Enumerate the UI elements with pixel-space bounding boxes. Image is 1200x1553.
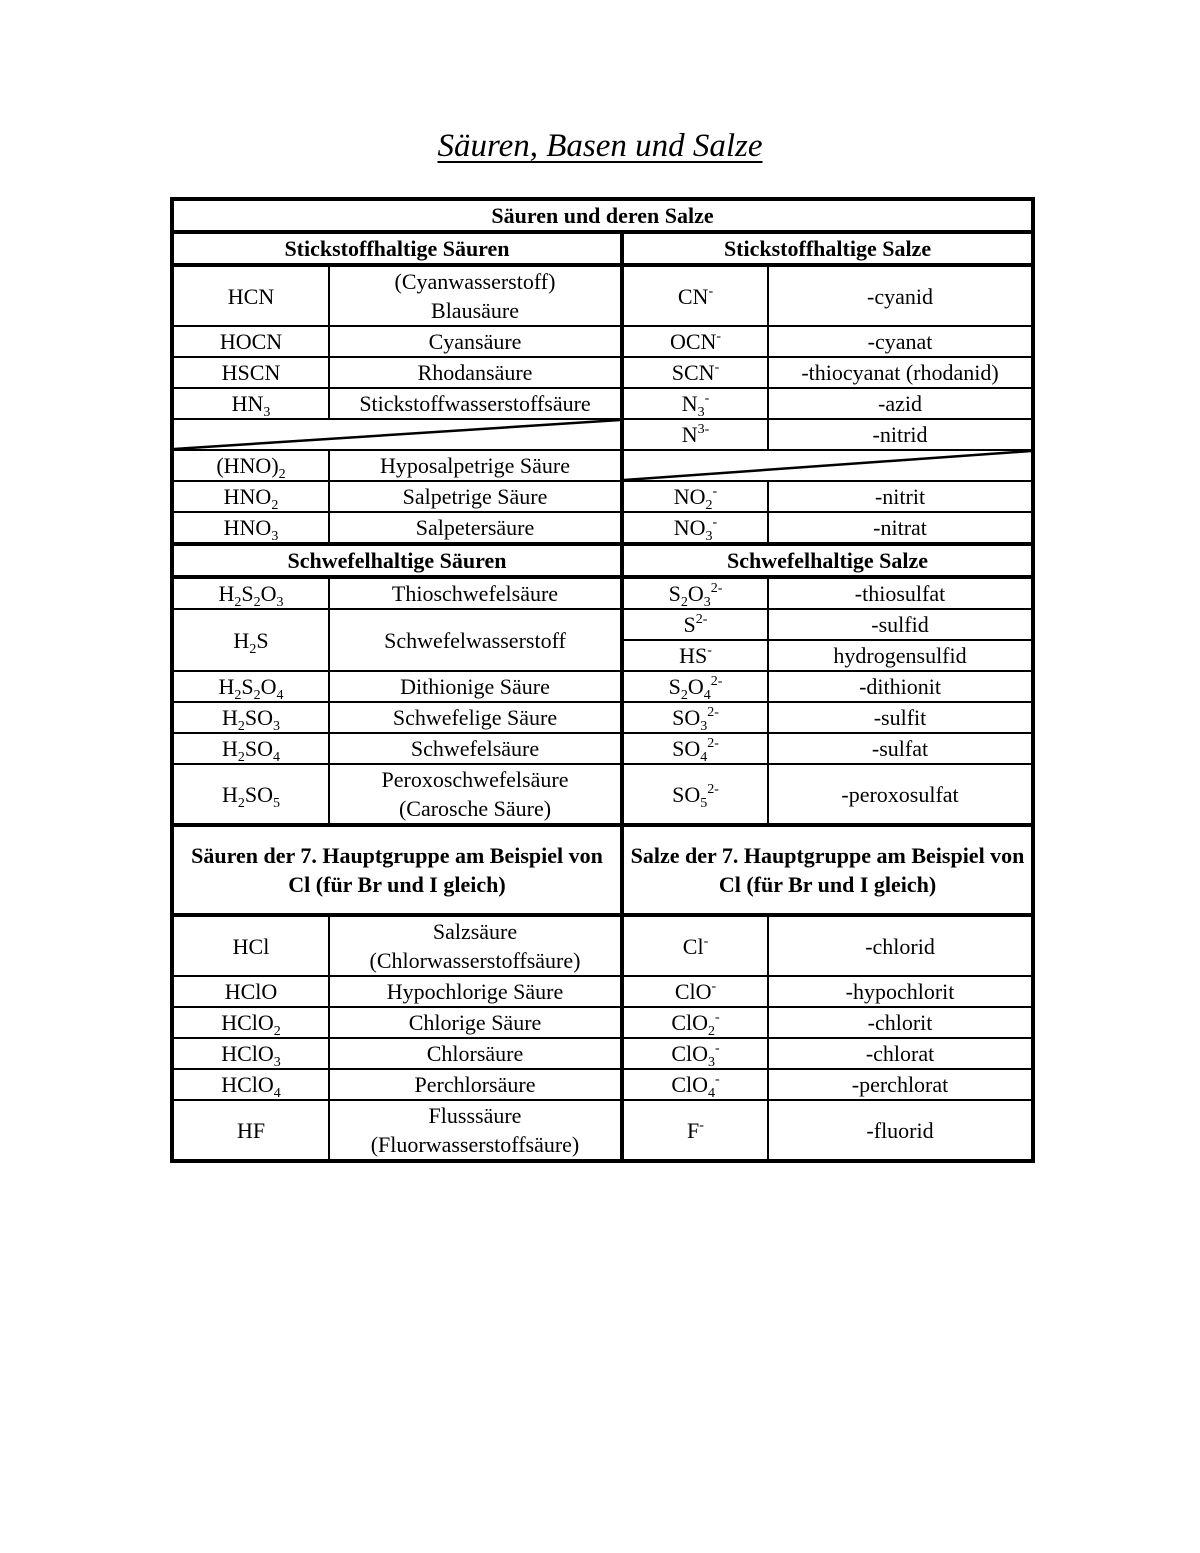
ion-formula: OCN- [622,326,768,357]
sulfur-salts-header: Schwefelhaltige Salze [622,544,1033,577]
salt-suffix: -sulfid [768,609,1033,640]
salt-suffix: -cyanat [768,326,1033,357]
table-row [172,764,1033,825]
salt-suffix: -peroxosulfat [768,764,1033,825]
halogen-acids-header: Säuren der 7. Hauptgruppe am Beispiel von Cl (für Br und I gleich) [172,825,622,915]
acid-formula: HClO$_3$ [172,1038,329,1069]
nitrogen-salts-header: Stickstoffhaltige Salze [622,232,1033,265]
acid-name: Thioschwefelsäure [329,577,622,609]
acid-name: Chlorsäure [329,1038,622,1069]
acid-name: Schwefelige Säure [329,702,622,733]
acid-formula: HCN [172,265,329,326]
table-row [172,419,1033,450]
table-row [172,1038,1033,1069]
table-row [172,512,1033,544]
table-row [172,388,1033,419]
salt-suffix: hydrogensulfid [768,640,1033,671]
table-row [172,976,1033,1007]
table-row [172,577,1033,609]
ion-formula: ClO- [622,976,768,1007]
acid-formula: $H_2S_2O_3$ [172,577,329,609]
acid-name: Chlorige Säure [329,1007,622,1038]
ion-formula: HS- [622,640,768,671]
salt-suffix: -chlorid [768,915,1033,976]
salt-suffix: -cyanid [768,265,1033,326]
acid-name: Stickstoffwasserstoffsäure [329,388,622,419]
table-row [172,733,1033,764]
table-main-header: Säuren und deren Salze [172,199,1033,232]
ion-formula: ClO$_4$- [622,1069,768,1100]
salt-suffix: -thiocyanat (rhodanid) [768,357,1033,388]
acid-name: Cyansäure [329,326,622,357]
acid-name: Salpetersäure [329,512,622,544]
salt-suffix: -sulfit [768,702,1033,733]
ion-formula: Cl- [622,915,768,976]
ion-formula: $S_2O_3^{2-}$ [622,577,768,609]
acids-salts-table [170,197,1035,1163]
acid-name: Salpetrige Säure [329,481,622,512]
salt-suffix: -thiosulfat [768,577,1033,609]
salt-suffix: -hypochlorit [768,976,1033,1007]
diagonal-strike [624,451,1031,480]
ion-formula: SCN- [622,357,768,388]
acid-formula: HF [172,1100,329,1161]
salt-suffix: -perchlorat [768,1069,1033,1100]
table-row [172,1069,1033,1100]
acid-formula: $HNO_2$ [172,481,329,512]
ion-formula: CN- [622,265,768,326]
sulfur-acids-header: Schwefelhaltige Säuren [172,544,622,577]
acid-name: (Cyanwasserstoff) Blausäure [329,265,622,326]
salt-suffix: -fluorid [768,1100,1033,1161]
acid-formula: HOCN [172,326,329,357]
acid-formula: HCl [172,915,329,976]
salt-suffix: -chlorat [768,1038,1033,1069]
empty-salt-cell [622,450,1033,481]
salt-suffix: -sulfat [768,733,1033,764]
table-row [172,265,1033,326]
ion-formula: $SO_4^{2-}$ [622,733,768,764]
salt-suffix: -chlorit [768,1007,1033,1038]
acid-name: Dithionige Säure [329,671,622,702]
ion-formula: F- [622,1100,768,1161]
table-row [172,357,1033,388]
table-row [172,481,1033,512]
table-row [172,450,1033,481]
salt-suffix: -azid [768,388,1033,419]
salt-suffix: -dithionit [768,671,1033,702]
ion-formula: $NO_2^-$ [622,481,768,512]
acid-name: Schwefelsäure [329,733,622,764]
acid-formula: $H_2S$ [172,609,329,671]
acid-formula: $H_2SO_4$ [172,733,329,764]
ion-formula: $S_2O_4^{2-}$ [622,671,768,702]
salt-suffix: -nitrat [768,512,1033,544]
diagonal-strike [174,420,620,449]
acid-name: Flusssäure (Fluorwasserstoffsäure) [329,1100,622,1161]
ion-formula: ClO$_3$- [622,1038,768,1069]
table-row [172,609,1033,640]
table-row [172,671,1033,702]
table-row [172,702,1033,733]
page-title: Säuren, Basen und Salze [437,128,763,164]
acid-name: Salzsäure (Chlorwasserstoffsäure) [329,915,622,976]
acid-formula: $H_2S_2O_4$ [172,671,329,702]
acid-name: Rhodansäure [329,357,622,388]
table-row [172,1100,1033,1161]
salt-suffix: -nitrid [768,419,1033,450]
acid-formula: HClO [172,976,329,1007]
acid-name: Peroxoschwefelsäure (Carosche Säure) [329,764,622,825]
ion-formula: $SO_3^{2-}$ [622,702,768,733]
table-row [172,326,1033,357]
acid-formula: $HN_3$ [172,388,329,419]
salt-suffix: -nitrit [768,481,1033,512]
nitrogen-acids-header: Stickstoffhaltige Säuren [172,232,622,265]
ion-formula: $N^{3-}$ [622,419,768,450]
table-row [172,1007,1033,1038]
acid-name: Hyposalpetrige Säure [329,450,622,481]
acid-formula: HClO$_4$ [172,1069,329,1100]
ion-formula: $N_3^-$ [622,388,768,419]
acid-formula: $H_2SO_3$ [172,702,329,733]
ion-formula: ClO$_2$- [622,1007,768,1038]
ion-formula: $S^{2-}$ [622,609,768,640]
acid-formula: $H_2SO_5$ [172,764,329,825]
acid-name: Perchlorsäure [329,1069,622,1100]
acid-formula: HSCN [172,357,329,388]
ion-formula: $NO_3^-$ [622,512,768,544]
acid-formula: HClO$_2$ [172,1007,329,1038]
empty-acid-cell [172,419,622,450]
ion-formula: $SO_5^{2-}$ [622,764,768,825]
acid-name: Hypochlorige Säure [329,976,622,1007]
table-row [172,915,1033,976]
halogen-salts-header: Salze der 7. Hauptgruppe am Beispiel von Cl (für Br und I gleich) [622,825,1033,915]
acid-formula: $(HNO)_2$ [172,450,329,481]
acid-formula: $HNO_3$ [172,512,329,544]
acid-name: Schwefelwasserstoff [329,609,622,671]
